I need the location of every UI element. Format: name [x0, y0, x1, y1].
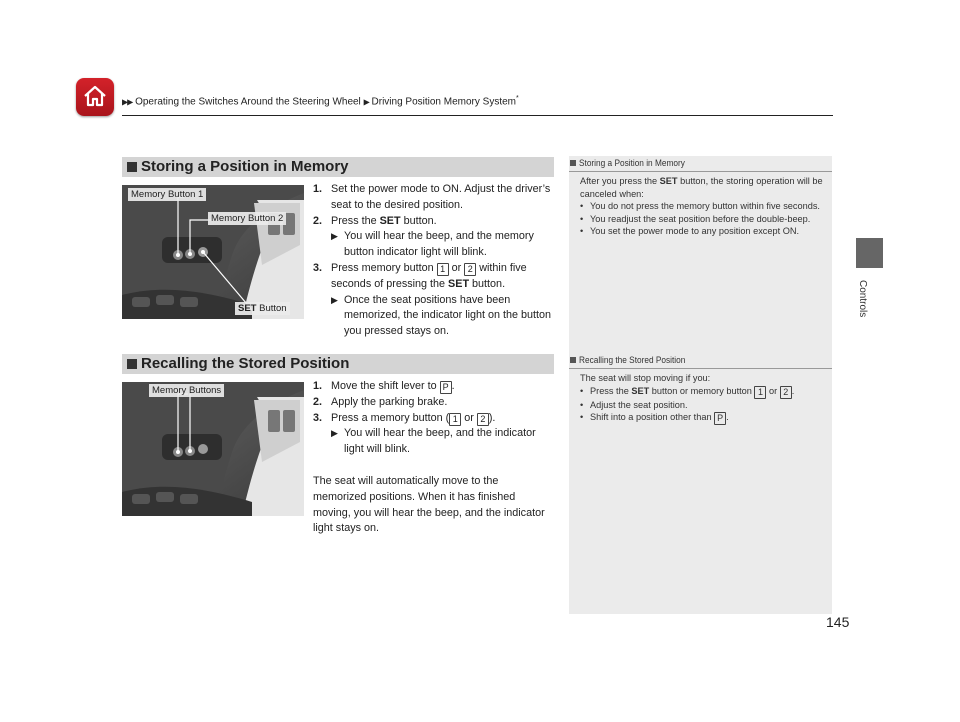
callout-memory-button-2: Memory Button 2: [208, 212, 286, 225]
chevron-right-icon: ▶▶: [122, 97, 133, 107]
key-p-icon: P: [714, 412, 726, 425]
note-item: • Adjust the seat position.: [580, 399, 825, 412]
note-intro: After you press the SET button, the storing operation will be canceled when:: [580, 176, 823, 199]
callout-memory-buttons: Memory Buttons: [149, 384, 224, 397]
page-number: 145: [826, 614, 850, 630]
note-marker-icon: [570, 357, 576, 363]
note-item: • You readjust the seat position before the double-beep.: [580, 213, 825, 226]
key-1-icon: 1: [754, 386, 766, 399]
recalling-steps: [313, 379, 558, 458]
key-1-icon: 1: [437, 263, 449, 276]
step-1: 1. Set the power mode to ON. Adjust the driver’s seat to the desired position.: [313, 183, 551, 211]
key-2-icon: 2: [477, 413, 489, 426]
chapter-tab[interactable]: [856, 238, 883, 268]
note-title: Storing a Position in Memory: [579, 158, 685, 168]
section-heading-storing: [122, 157, 554, 177]
door-panel-photo-2: [122, 382, 304, 516]
home-icon: [83, 84, 107, 108]
square-bullet-icon: [127, 162, 137, 172]
footnote-mark: *: [516, 95, 519, 102]
step-2-result: ▶ You will hear the beep, and the memory button indicator light will blink.: [313, 229, 558, 261]
key-p-icon: P: [440, 381, 452, 394]
note-item: • Press the SET button or memory button 1 or 2 .: [580, 385, 825, 399]
storing-steps: [313, 182, 558, 340]
step-2: 2. Press the SET button.: [313, 214, 437, 227]
recalling-paragraph: The seat will automatically move to the memorized positions. When it has finished moving, you will hear the beep, and the indicator light stays on.: [313, 475, 545, 535]
chapter-label: Controls: [857, 280, 868, 318]
step-2: 2. Apply the parking brake.: [313, 395, 448, 408]
note-title: Recalling the Stored Position: [579, 355, 686, 365]
note-item: • Shift into a position other than P .: [580, 411, 825, 425]
key-2-icon: 2: [780, 386, 792, 399]
breadcrumb: [122, 95, 519, 107]
square-bullet-icon: [127, 359, 137, 369]
step-1: 1. Move the shift lever to P .: [313, 380, 455, 392]
callout-memory-button-1: Memory Button 1: [128, 188, 206, 201]
key-2-icon: 2: [464, 263, 476, 276]
section-title: Recalling the Stored Position: [141, 355, 350, 372]
home-button[interactable]: [76, 78, 114, 116]
step-3: 3. Press a memory button ( 1 or 2 ).: [313, 411, 496, 424]
note-marker-icon: [570, 160, 576, 166]
section-heading-recalling: [122, 354, 554, 374]
step-3: 3. Press memory button 1 or 2 within five seconds of pressing the SET button.: [313, 261, 527, 290]
step-3-result: ▶ You will hear the beep, and the indicator light will blink.: [313, 426, 558, 458]
note-item: • You do not press the memory button within five seconds.: [580, 200, 825, 213]
note-item: • You set the power mode to any position except ON.: [580, 225, 825, 238]
breadcrumb-item-memory-system[interactable]: Driving Position Memory System: [371, 96, 516, 108]
door-panel-photo-1: [122, 185, 304, 319]
header-rule: [122, 115, 833, 116]
section-title: Storing a Position in Memory: [141, 158, 349, 175]
note-intro: The seat will stop moving if you:: [580, 373, 711, 383]
callout-set-button: SET Button: [235, 302, 290, 315]
chevron-right-icon: ▶: [363, 97, 369, 107]
key-1-icon: 1: [449, 413, 461, 426]
step-3-result: ▶ Once the seat positions have been memorized, the indicator light on the button you pressed stays on.: [313, 293, 558, 340]
breadcrumb-item-switches[interactable]: Operating the Switches Around the Steering Wheel: [135, 96, 361, 108]
